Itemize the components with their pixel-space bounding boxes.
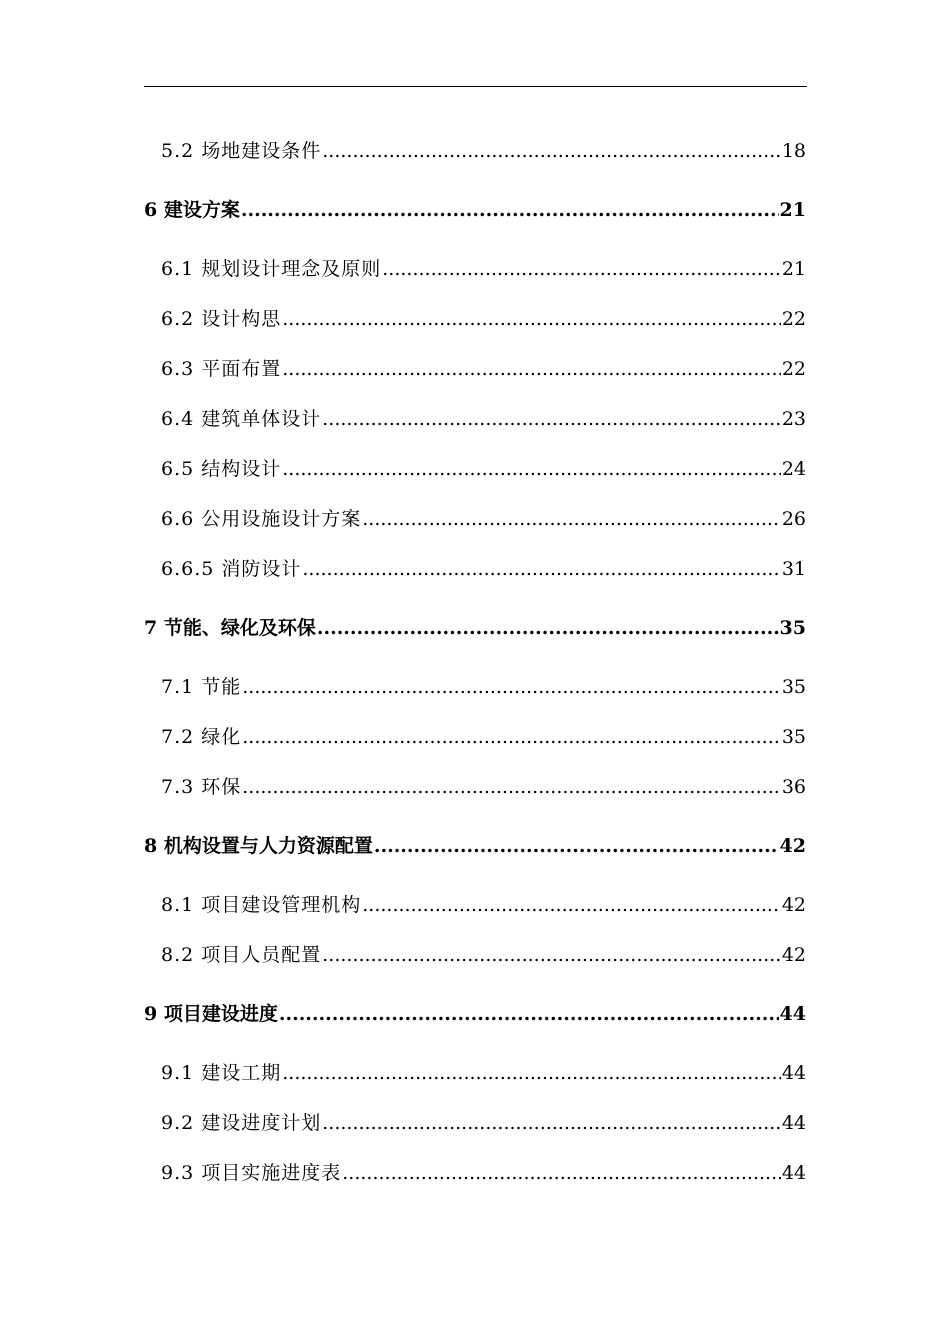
toc-entry-label: 6.2 设计构思 (161, 308, 282, 330)
toc-entry-page: 44 (779, 1003, 806, 1025)
toc-entry[interactable] (161, 1061, 806, 1085)
toc-entry-label: 8.1 项目建设管理机构 (161, 894, 362, 916)
dot-leader (322, 1111, 781, 1135)
toc-entry-label: 6.5 结构设计 (161, 458, 282, 480)
toc-entry[interactable] (161, 725, 806, 749)
toc-entry-label: 7.1 节能 (161, 676, 242, 698)
toc-entry-label: 9 项目建设进度 (144, 1003, 278, 1025)
toc-entry-label: 6.4 建筑单体设计 (161, 408, 322, 430)
toc-entry[interactable] (161, 257, 806, 281)
toc-entry-page: 18 (781, 140, 806, 162)
dot-leader (282, 1061, 781, 1085)
toc-entry-label: 9.1 建设工期 (161, 1062, 282, 1084)
dot-leader (241, 198, 779, 222)
toc-entry-page: 42 (781, 944, 806, 966)
dot-leader (374, 834, 779, 858)
dot-leader (242, 675, 781, 699)
toc-entry-page: 26 (781, 508, 806, 530)
toc-entry-page: 23 (781, 408, 806, 430)
toc-entry-label: 6.6.5 消防设计 (161, 558, 302, 580)
toc-entry-page: 35 (781, 676, 806, 698)
dot-leader (242, 725, 781, 749)
toc-entry[interactable] (161, 557, 806, 581)
toc-entry-page: 31 (781, 558, 806, 580)
toc-entry-page: 35 (781, 726, 806, 748)
toc-entry-page: 21 (779, 199, 806, 221)
toc-entry-label: 9.2 建设进度计划 (161, 1112, 322, 1134)
toc-entry[interactable] (161, 893, 806, 917)
toc-entry[interactable] (161, 307, 806, 331)
toc-entry-label: 8.2 项目人员配置 (161, 944, 322, 966)
dot-leader (362, 507, 781, 531)
toc-chapter[interactable] (144, 198, 806, 222)
dot-leader (362, 893, 781, 917)
dot-leader (322, 943, 781, 967)
toc-entry-page: 24 (781, 458, 806, 480)
dot-leader (282, 307, 781, 331)
toc-entry-label: 7 节能、绿化及环保 (144, 617, 316, 639)
toc-entry-page: 44 (781, 1162, 806, 1184)
toc-entry-page: 44 (781, 1112, 806, 1134)
toc-entry[interactable] (161, 1111, 806, 1135)
toc-entry-page: 21 (781, 258, 806, 280)
toc-entry[interactable] (161, 357, 806, 381)
dot-leader (242, 775, 781, 799)
toc-chapter[interactable] (144, 616, 806, 640)
toc-entry[interactable] (161, 507, 806, 531)
toc-entry[interactable] (161, 675, 806, 699)
dot-leader (282, 357, 781, 381)
toc-entry-label: 6 建设方案 (144, 199, 240, 221)
header-rule (144, 86, 807, 87)
toc-entry[interactable] (161, 407, 806, 431)
toc-entry[interactable] (161, 775, 806, 799)
dot-leader (322, 407, 781, 431)
toc-entry-page: 44 (781, 1062, 806, 1084)
toc-entry-page: 36 (781, 776, 806, 798)
toc-entry-label: 6.6 公用设施设计方案 (161, 508, 362, 530)
toc-entry-page: 22 (781, 308, 806, 330)
toc-entry-page: 35 (779, 617, 806, 639)
dot-leader (279, 1002, 779, 1026)
toc-entry[interactable] (161, 457, 806, 481)
dot-leader (342, 1161, 781, 1185)
toc-entry-label: 7.3 环保 (161, 776, 242, 798)
toc-entry-label: 7.2 绿化 (161, 726, 242, 748)
dot-leader (382, 257, 781, 281)
toc-entry-label: 9.3 项目实施进度表 (161, 1162, 342, 1184)
toc-chapter[interactable] (144, 1002, 806, 1026)
toc-entry-label: 6.1 规划设计理念及原则 (161, 258, 382, 280)
toc-entry-label: 8 机构设置与人力资源配置 (144, 835, 373, 857)
dot-leader (322, 139, 781, 163)
toc-entry[interactable] (161, 943, 806, 967)
toc-entry-label: 5.2 场地建设条件 (161, 140, 322, 162)
dot-leader (317, 616, 779, 640)
dot-leader (282, 457, 781, 481)
toc-entry-page: 22 (781, 358, 806, 380)
dot-leader (302, 557, 780, 581)
toc-entry-page: 42 (781, 894, 806, 916)
toc-entry[interactable] (161, 1161, 806, 1185)
toc-entry[interactable] (161, 139, 806, 163)
toc-entry-page: 42 (779, 835, 806, 857)
toc-chapter[interactable] (144, 834, 806, 858)
toc-entry-label: 6.3 平面布置 (161, 358, 282, 380)
